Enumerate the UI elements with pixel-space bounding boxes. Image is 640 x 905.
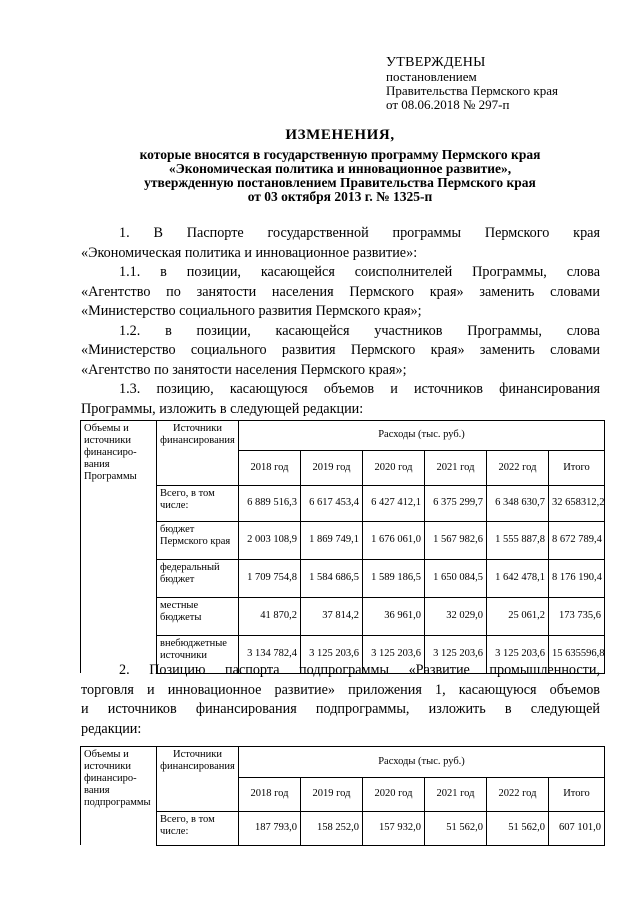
approval-stamp [386,56,558,112]
value-cell: 6 617 453,4 [301,485,363,521]
value-cell: 173 735,6 [549,597,605,635]
table-header-objects: Объемы и источники финансиро-вания подпрограммы [81,747,157,812]
text-line: «Агентство по занятости населения Пермского края» заменить словами [81,283,600,300]
value-cell: 1 869 749,1 [301,521,363,559]
value-cell: 2 003 108,9 [239,521,301,559]
value-cell: 8 176 190,4 [549,559,605,597]
source-label: федеральный бюджет [157,559,239,597]
value-cell: 1 584 686,5 [301,559,363,597]
year-header: 2022 год [487,450,549,485]
value-cell: 1 642 478,1 [487,559,549,597]
text-line: «Министерство социального развития Пермского края»; [81,303,422,319]
value-cell: 6 375 299,7 [425,485,487,521]
table-header-sources: Источники финансирования [157,747,239,812]
year-header: 2021 год [425,450,487,485]
table-header-expenses: Расходы (тыс. руб.) [239,747,605,778]
source-label: Всего, в том числе: [157,485,239,521]
value-cell: 32 029,0 [425,597,487,635]
text-line: Программы, изложить в следующей редакции: [81,400,364,417]
text-line: и источников финансирования подпрограммы, изложить в следующей [81,701,600,717]
paragraph-2 [81,661,600,739]
year-header: 2020 год [363,777,425,811]
approval-line: Правительства Пермского края [386,83,558,98]
value-cell: 37 814,2 [301,597,363,635]
year-header: Итого [549,777,605,811]
table-row [81,521,605,559]
value-cell: 3 125 203,6 [301,635,363,673]
value-cell: 158 252,0 [301,811,363,845]
value-cell: 1 676 061,0 [363,521,425,559]
value-cell: 1 709 754,8 [239,559,301,597]
table-row [81,559,605,597]
value-cell: 15 635596,8 [549,635,605,673]
value-cell: 1 589 186,5 [363,559,425,597]
value-cell: 1 650 084,5 [425,559,487,597]
value-cell: 187 793,0 [239,811,301,845]
value-cell: 8 672 789,4 [549,521,605,559]
source-label: Всего, в том числе: [157,811,239,845]
year-header: 2021 год [425,777,487,811]
text-line: «Агентство по занятости населения Пермского края»; [81,361,407,378]
text-line: «Экономическая политика и инновационное развитие»: [81,244,418,261]
document-title: ИЗМЕНЕНИЯ, [285,127,395,143]
value-cell: 51 562,0 [487,811,549,845]
value-cell: 51 562,0 [425,811,487,845]
financing-table-subprogram [80,746,605,846]
text-line: 1. В Паспорте государственной программы Пермского края [119,225,600,241]
value-cell: 6 889 516,3 [239,485,301,521]
source-label: внебюджетные источники [157,635,239,673]
text-line: 2. Позицию паспорта подпрограммы «Развитие промышленности, [119,662,600,678]
value-cell: 6 348 630,7 [487,485,549,521]
value-cell: 157 932,0 [363,811,425,845]
text-line: 1.2. в позиции, касающейся участников Программы, слова [119,322,600,339]
source-label: местные бюджеты [157,597,239,635]
value-cell: 1 555 887,8 [487,521,549,559]
document-heading [80,128,600,204]
value-cell: 41 870,2 [239,597,301,635]
text-line: 1.3. позицию, касающуюся объемов и источников финансирования [119,381,600,397]
value-cell: 1 567 982,6 [425,521,487,559]
source-label: бюджет Пермского края [157,521,239,559]
heading-line: «Экономическая политика и инновационное развитие», [168,161,512,176]
table-row [81,485,605,521]
year-header: 2018 год [239,777,301,811]
value-cell: 3 125 203,6 [487,635,549,673]
text-line: редакции: [81,720,142,737]
year-header: 2019 год [301,777,363,811]
approval-line: постановлением [386,69,477,84]
approval-title: УТВЕРЖДЕНЫ [386,55,486,70]
financing-table-program [80,420,605,674]
year-header: 2018 год [239,450,301,485]
value-cell: 25 061,2 [487,597,549,635]
approval-line: от 08.06.2018 № 297-п [386,97,510,112]
year-header: Итого [549,450,605,485]
value-cell: 32 658312,2 [549,485,605,521]
text-line: «Министерство социального развития Пермского края» заменить словами [81,342,600,358]
text-line: 1.1. в позиции, касающейся соисполнителей Программы, слова [119,264,600,280]
value-cell: 607 101,0 [549,811,605,845]
value-cell: 3 125 203,6 [363,635,425,673]
text-line: торговля и инновационное развитие» приложения 1, касающуюся объемов [81,681,600,698]
year-header: 2020 год [363,450,425,485]
year-header: 2022 год [487,777,549,811]
table-header-objects: Объемы и источники финансиро-вания Программы [81,421,157,486]
paragraph-1 [81,224,600,419]
heading-line: утвержденную постановлением Правительства Пермского края [144,175,536,190]
table-row [81,597,605,635]
value-cell: 3 125 203,6 [425,635,487,673]
table-row [81,811,605,845]
year-header: 2019 год [301,450,363,485]
table-header-expenses: Расходы (тыс. руб.) [239,421,605,451]
value-cell: 3 134 782,4 [239,635,301,673]
value-cell: 36 961,0 [363,597,425,635]
value-cell: 6 427 412,1 [363,485,425,521]
heading-line: которые вносятся в государственную программу Пермского края [139,147,541,162]
table-header-sources: Источники финансирования [157,421,239,486]
heading-line: от 03 октября 2013 г. № 1325-п [247,189,433,204]
